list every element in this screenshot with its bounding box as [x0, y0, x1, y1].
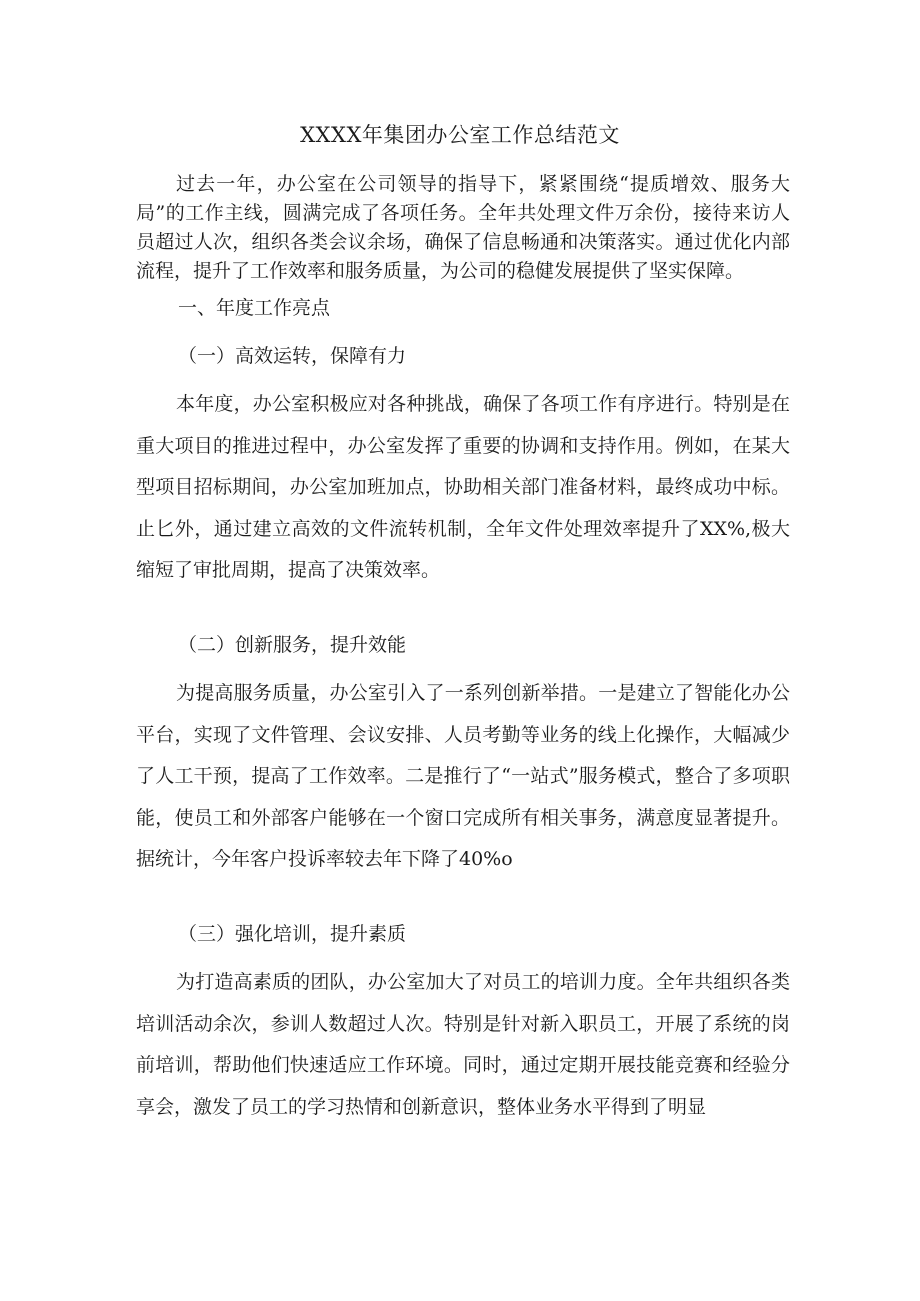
paragraph-innovation: 为提高服务质量，办公室引入了一系列创新举措。一是建立了智能化办公平台，实现了文件管理、会议安排、人员考勤等业务的线上化操作，大幅减少了人工干预，提高了工作效率。二是推行了“一站式”服务模式，整合了多项职能，使员工和外部客户能够在一个窗口完成所有相关事务，满意度显著提升。据统计，今年客户投诉率较去年下降了40%o	[136, 682, 790, 870]
subsection-heading-training: （三）强化培训，提升素质	[178, 923, 407, 945]
subsection-heading-efficiency: （一）高效运转，保障有力	[178, 345, 407, 367]
paragraph-training: 为打造高素质的团队，办公室加大了对员工的培训力度。全年共组织各类培训活动余次，参训人数超过人次。特别是针对新入职员工，开展了系统的岗前培训，帮助他们快速适应工作环境。同时，通过定期开展技能竞赛和经验分享会，激发了员工的学习热情和创新意识，整体业务水平得到了明显	[136, 971, 790, 1118]
document-title: XXXX年集团办公室工作总结范文	[300, 123, 620, 147]
subsection-heading-innovation: （二）创新服务，提升效能	[178, 634, 407, 656]
intro-paragraph: 过去一年，办公室在公司领导的指导下，紧紧围绕“提质增效、服务大局”的工作主线，圆满完成了各项任务。全年共处理文件万余份，接待来访人员超过人次，组织各类会议余场，确保了信息畅通和决策落实。通过优化内部流程，提升了工作效率和服务质量，为公司的稳健发展提供了坚实保障。	[136, 173, 790, 282]
section-heading-highlights: 一、年度工作亮点	[178, 297, 331, 319]
paragraph-efficiency: 本年度，办公室积极应对各种挑战，确保了各项工作有序进行。特别是在重大项目的推进过程中，办公室发挥了重要的协调和支持作用。例如，在某大型项目招标期间，办公室加班加点，协助相关部门准备材料，最终成功中标。止匕外，通过建立高效的文件流转机制，全年文件处理效率提升了XX%,极大缩短了审批周期，提高了决策效率。	[136, 393, 790, 581]
